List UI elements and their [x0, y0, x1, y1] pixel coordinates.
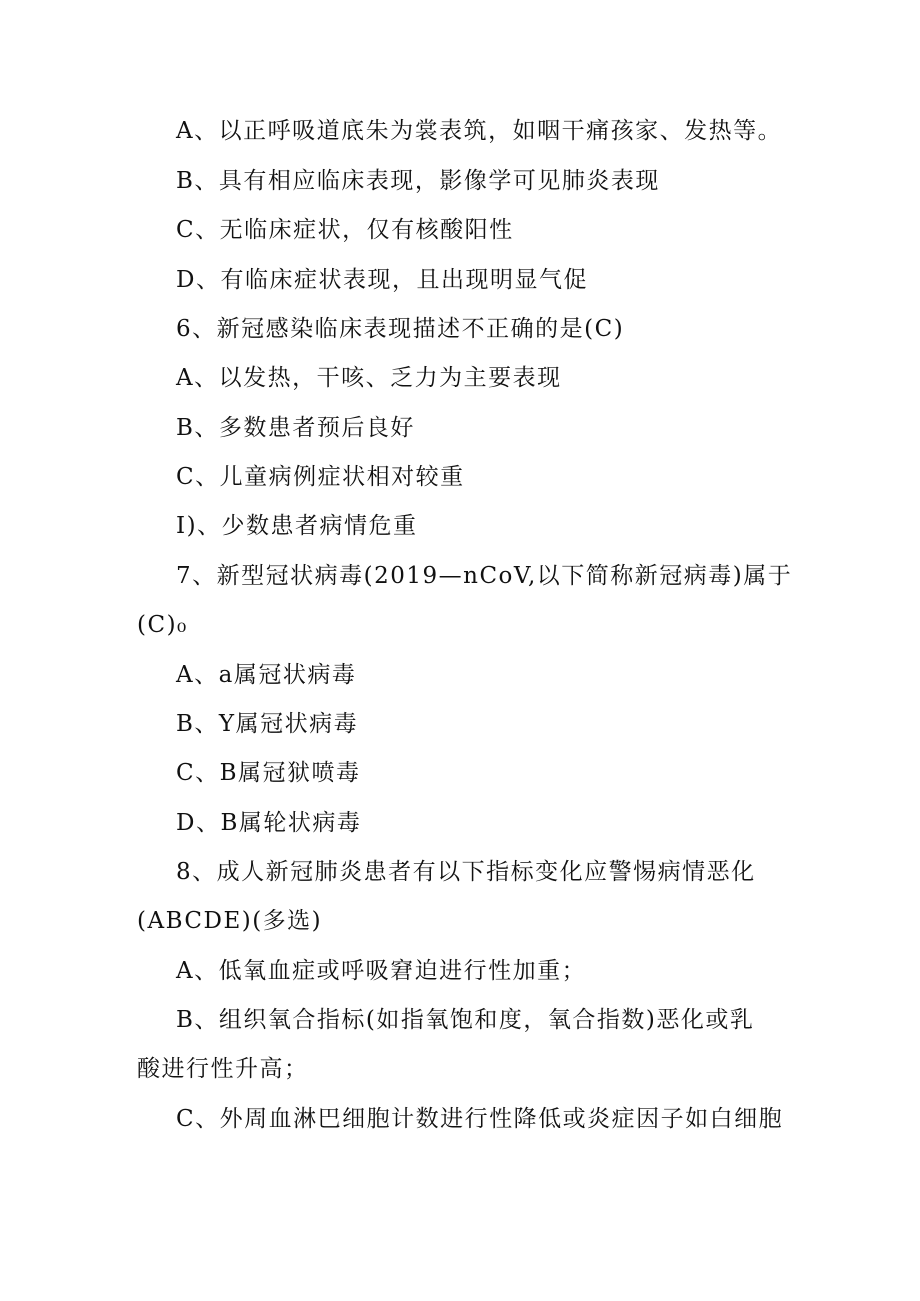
text-line: D、有临床症状表现，且出现明显气促 [176, 267, 588, 293]
text-line: C、B属冠狱喷毒 [176, 760, 361, 786]
text-line: A、以发热，干咳、乏力为主要表现 [176, 365, 562, 391]
text-line: 酸进行性升高； [137, 1056, 309, 1082]
text-line: C、无临床症状，仅有核酸阳性 [176, 217, 514, 243]
text-line: (ABCDE)(多选) [137, 908, 323, 934]
text-line: B、组织氧合指标(如指氧饱和度，氧合指数)恶化或乳 [176, 1007, 755, 1033]
question-line: 7、新型冠状病毒(2019—nCoV,以下简称新冠病毒)属于 [176, 563, 793, 589]
text-line: (C)₀ [137, 612, 188, 638]
text-line: A、a属冠状病毒 [176, 662, 357, 688]
question-line: 8、成人新冠肺炎患者有以下指标变化应警惕病情恶化 [176, 859, 756, 885]
text-line: I)、少数患者病情危重 [176, 513, 418, 539]
text-line: B、多数患者预后良好 [176, 415, 415, 441]
text-line: C、儿童病例症状相对较重 [176, 464, 465, 490]
text-line: B、具有相应临床表现，影像学可见肺炎表现 [176, 168, 660, 194]
text-line: C、外周血淋巴细胞计数进行性降低或炎症因子如白细胞 [176, 1106, 784, 1132]
text-line: D、B属轮状病毒 [176, 810, 362, 836]
text-line: A、以正呼吸道底朱为裳表筑，如咽干痛孩家、发热等。 [176, 118, 783, 144]
text-line: B、Y属冠状病毒 [176, 711, 359, 737]
question-line: 6、新冠感染临床表现描述不正确的是(C) [176, 316, 625, 342]
text-line: A、低氧血症或呼吸窘迫进行性加重； [176, 958, 587, 984]
